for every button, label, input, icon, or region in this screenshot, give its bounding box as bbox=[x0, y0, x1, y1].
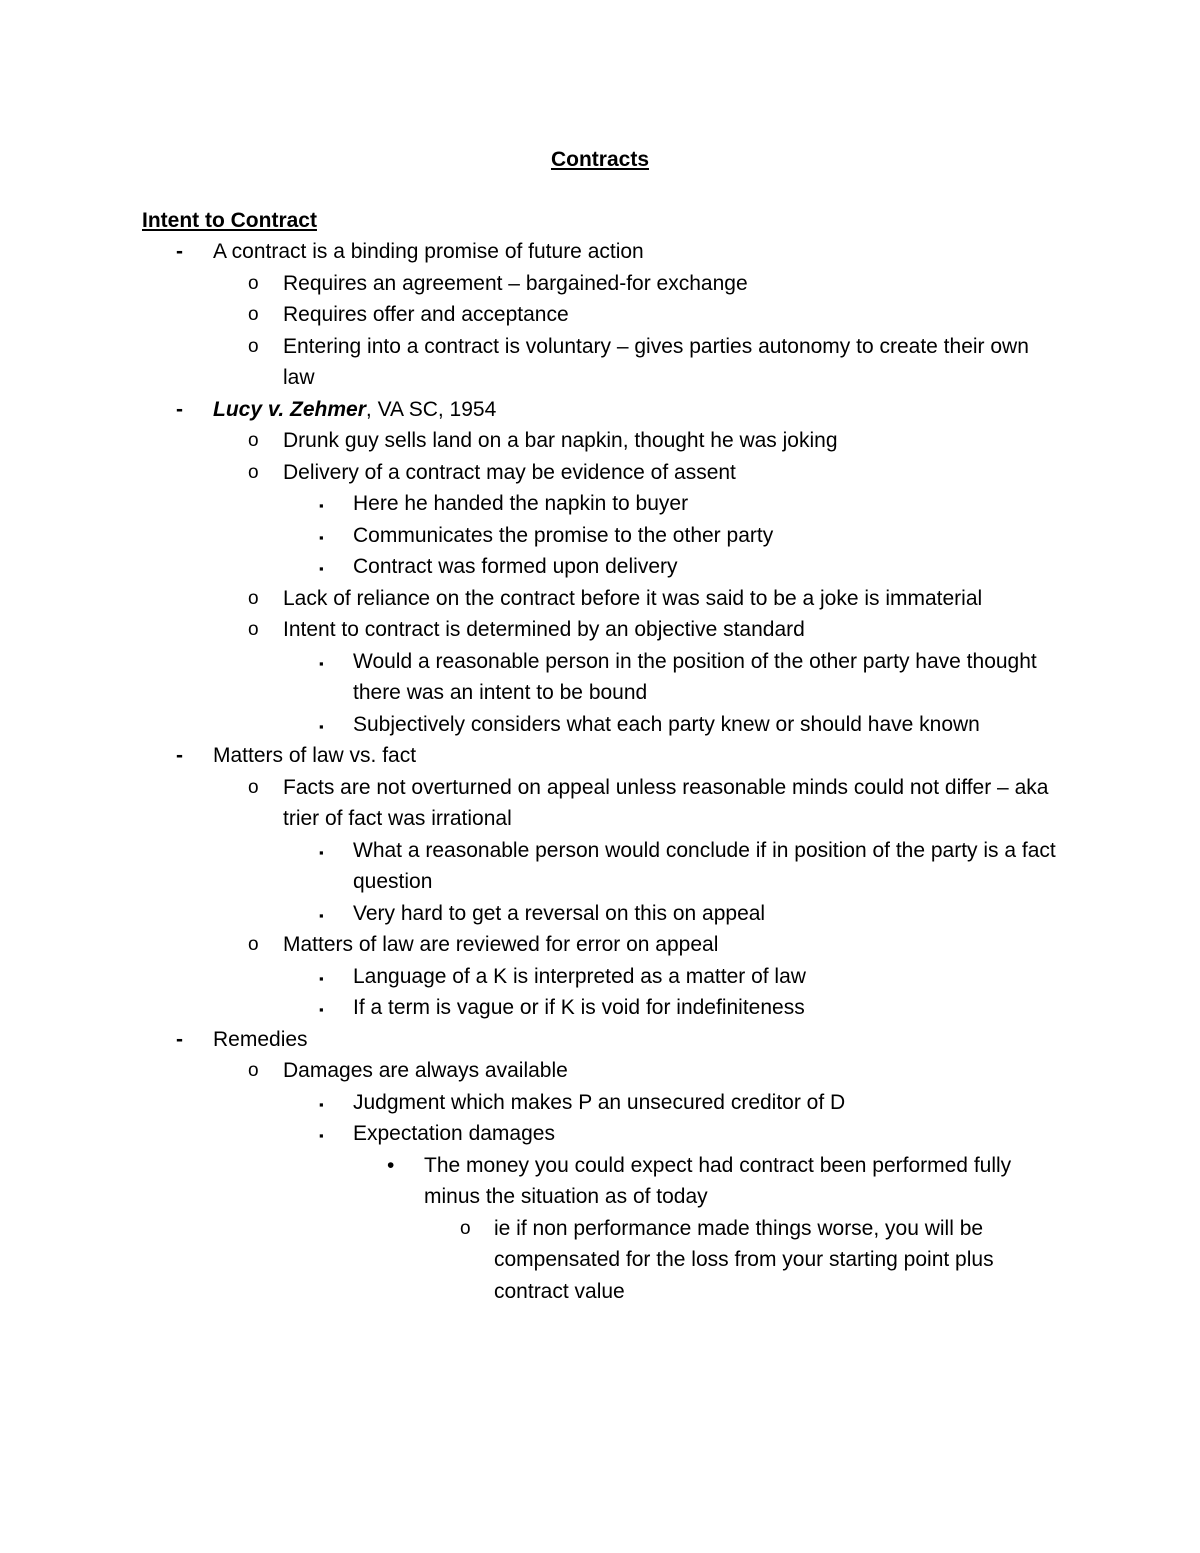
list-item-text: Communicates the promise to the other party bbox=[353, 523, 774, 547]
list-item bbox=[0, 961, 1073, 993]
square-bullet-marker: ▪ bbox=[319, 561, 324, 576]
square-bullet-marker: ▪ bbox=[319, 844, 324, 860]
list-item bbox=[0, 488, 1073, 520]
list-item-text: Remedies bbox=[213, 1027, 308, 1051]
dash-marker: - bbox=[176, 240, 183, 263]
list-item bbox=[0, 520, 1073, 552]
list-item-text: The money you could expect had contract been performed fully minus the situation as of today bbox=[424, 1153, 1012, 1208]
list-item-text: Expectation damages bbox=[353, 1122, 555, 1145]
circle-marker: o bbox=[248, 587, 259, 609]
list-item bbox=[0, 740, 1073, 772]
list-item-text: Damages are always available bbox=[283, 1059, 568, 1082]
circle-marker: o bbox=[248, 776, 259, 798]
list-item bbox=[0, 457, 1063, 489]
document-title: Contracts bbox=[550, 148, 650, 171]
dash-marker: - bbox=[176, 1027, 183, 1051]
outline-list bbox=[0, 236, 1200, 1307]
list-item-text: Requires an agreement – bargained-for exchange bbox=[283, 271, 748, 295]
list-item-text: If a term is vague or if K is void for indefiniteness bbox=[353, 996, 805, 1019]
list-item bbox=[0, 1118, 1073, 1150]
list-item-text: Requires offer and acceptance bbox=[283, 303, 569, 326]
list-item bbox=[0, 772, 1063, 835]
circle-marker: o bbox=[248, 304, 259, 325]
round-bullet-marker: • bbox=[387, 1153, 395, 1177]
list-item-text: A contract is a binding promise of future action bbox=[213, 240, 644, 263]
circle-marker: o bbox=[248, 272, 259, 294]
square-bullet-marker: ▪ bbox=[319, 655, 324, 671]
list-item bbox=[0, 425, 1063, 457]
list-item bbox=[0, 709, 1073, 741]
case-citation: , VA SC, 1954 bbox=[365, 397, 497, 421]
square-bullet-marker: ▪ bbox=[319, 970, 324, 986]
circle-marker: o bbox=[248, 934, 259, 955]
list-item bbox=[0, 331, 1063, 394]
list-item-text: Drunk guy sells land on a bar napkin, thought he was joking bbox=[283, 429, 838, 452]
list-item-text: Intent to contract is determined by an objective standard bbox=[283, 618, 805, 641]
list-item bbox=[0, 1087, 1073, 1119]
list-item bbox=[0, 1150, 1064, 1213]
square-bullet-marker: ▪ bbox=[319, 1002, 324, 1017]
list-item bbox=[0, 1024, 1073, 1056]
circle-marker: o bbox=[460, 1217, 471, 1239]
list-item bbox=[0, 646, 1073, 709]
list-item-text: Very hard to get a reversal on this on appeal bbox=[353, 901, 766, 925]
circle-marker: o bbox=[248, 619, 259, 640]
circle-marker: o bbox=[248, 335, 259, 357]
section-heading: Intent to Contract bbox=[142, 209, 317, 232]
list-item bbox=[0, 236, 1073, 268]
list-item-text: Contract was formed upon delivery bbox=[353, 555, 678, 578]
list-item-text: Subjectively considers what each party knew or should have known bbox=[353, 712, 980, 736]
circle-marker: o bbox=[248, 430, 259, 451]
list-item-text: Language of a K is interpreted as a matter of law bbox=[353, 964, 806, 988]
list-item bbox=[0, 551, 1073, 583]
list-item bbox=[0, 583, 1063, 615]
list-item bbox=[0, 1213, 1074, 1308]
list-item-text: Judgment which makes P an unsecured creditor of D bbox=[353, 1090, 846, 1114]
list-item-text: Matters of law vs. fact bbox=[213, 744, 417, 767]
list-item bbox=[0, 835, 1073, 898]
list-item-text: Would a reasonable person in the position of the other party have thought there was an intent to be bound bbox=[353, 649, 1037, 704]
list-item bbox=[0, 898, 1073, 930]
list-item bbox=[0, 394, 1073, 426]
list-item bbox=[0, 614, 1063, 646]
list-item bbox=[0, 1055, 1063, 1087]
dash-marker: - bbox=[176, 397, 183, 421]
list-item-text: Lack of reliance on the contract before it was said to be a joke is immaterial bbox=[283, 586, 983, 610]
case-name: Lucy v. Zehmer bbox=[213, 397, 366, 421]
list-item-text: What a reasonable person would conclude if in position of the party is a fact question bbox=[353, 838, 1056, 893]
list-item-text: Delivery of a contract may be evidence of assent bbox=[283, 460, 736, 484]
list-item bbox=[0, 268, 1063, 300]
list-item bbox=[0, 992, 1073, 1024]
square-bullet-marker: ▪ bbox=[319, 529, 324, 545]
circle-marker: o bbox=[248, 1060, 259, 1081]
square-bullet-marker: ▪ bbox=[319, 1096, 324, 1112]
list-item-text: Facts are not overturned on appeal unless reasonable minds could not differ – aka trier of fact was irrational bbox=[283, 775, 1049, 830]
list-item-text: Entering into a contract is voluntary – gives parties autonomy to create their own law bbox=[283, 334, 1029, 389]
list-item-text: ie if non performance made things worse, you will be compensated for the loss from your starting point plus contract value bbox=[494, 1216, 994, 1303]
square-bullet-marker: ▪ bbox=[319, 498, 324, 513]
square-bullet-marker: ▪ bbox=[319, 907, 324, 923]
list-item bbox=[0, 929, 1063, 961]
list-item bbox=[0, 299, 1063, 331]
square-bullet-marker: ▪ bbox=[319, 718, 324, 734]
list-item-text: Here he handed the napkin to buyer bbox=[353, 492, 689, 515]
square-bullet-marker: ▪ bbox=[319, 1128, 324, 1143]
dash-marker: - bbox=[176, 744, 183, 767]
list-item-text: Matters of law are reviewed for error on appeal bbox=[283, 933, 719, 956]
circle-marker: o bbox=[248, 461, 259, 483]
